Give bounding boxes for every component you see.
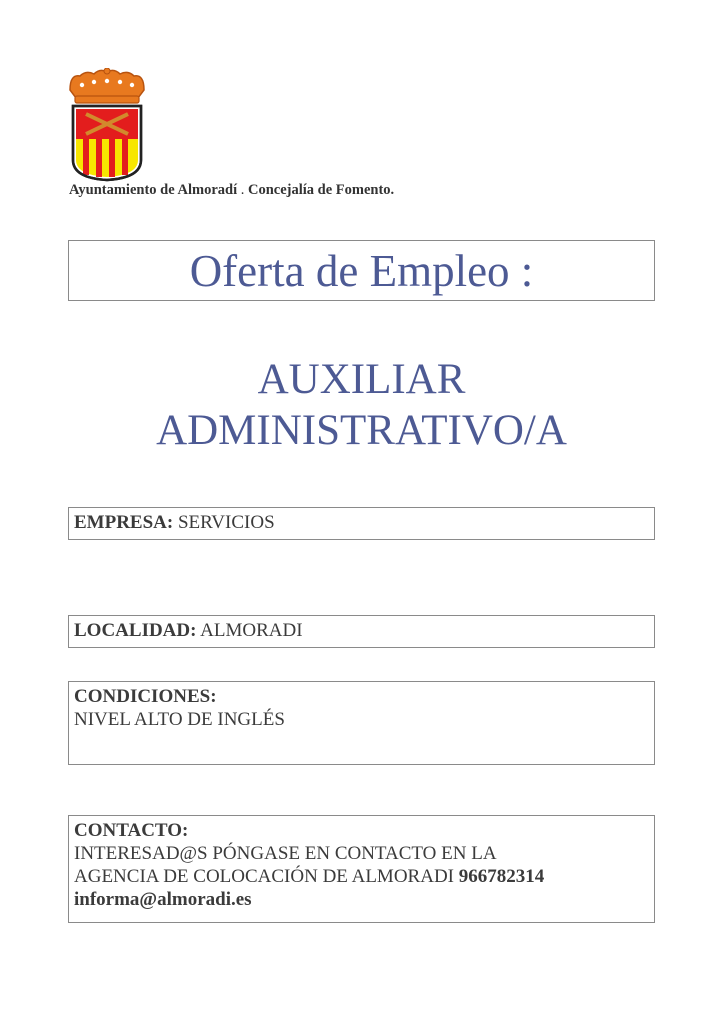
coat-of-arms-icon [66,68,148,182]
department-name: Concejalía de Fomento. [247,182,395,198]
shield-icon [73,106,141,180]
contacto-label: CONTACTO: [74,820,189,841]
organization-separator: . [240,182,245,198]
organization-name: Ayuntamiento de Almoradí [69,182,238,198]
contacto-phone: 966782314 [458,866,545,887]
offer-title: Oferta de Empleo : [189,246,534,296]
contacto-field [68,815,655,923]
organization-line [69,182,394,199]
localidad-field [68,615,655,648]
condiciones-value: NIVEL ALTO DE INGLÉS [74,709,285,730]
condiciones-label: CONDICIONES: [74,686,217,707]
job-position-line-1: AUXILIAR [257,356,466,403]
offer-title-box [68,240,655,301]
contacto-line-2 [74,865,649,888]
condiciones-field [68,681,655,765]
empresa-value: SERVICIOS [177,512,275,533]
empresa-field [68,507,655,540]
contacto-agency: AGENCIA DE COLOCACIÓN DE ALMORADI [74,866,454,887]
contacto-email: informa@almoradi.es [74,889,252,910]
contacto-line-1: INTERESAD@S PÓNGASE EN CONTACTO EN LA [74,843,497,864]
localidad-label: LOCALIDAD: [74,620,197,641]
job-position [68,354,655,456]
job-position-line-2: ADMINISTRATIVO/A [156,407,567,454]
empresa-label: EMPRESA: [74,512,174,533]
localidad-value: ALMORADI [200,620,303,641]
crown-icon [70,68,144,103]
